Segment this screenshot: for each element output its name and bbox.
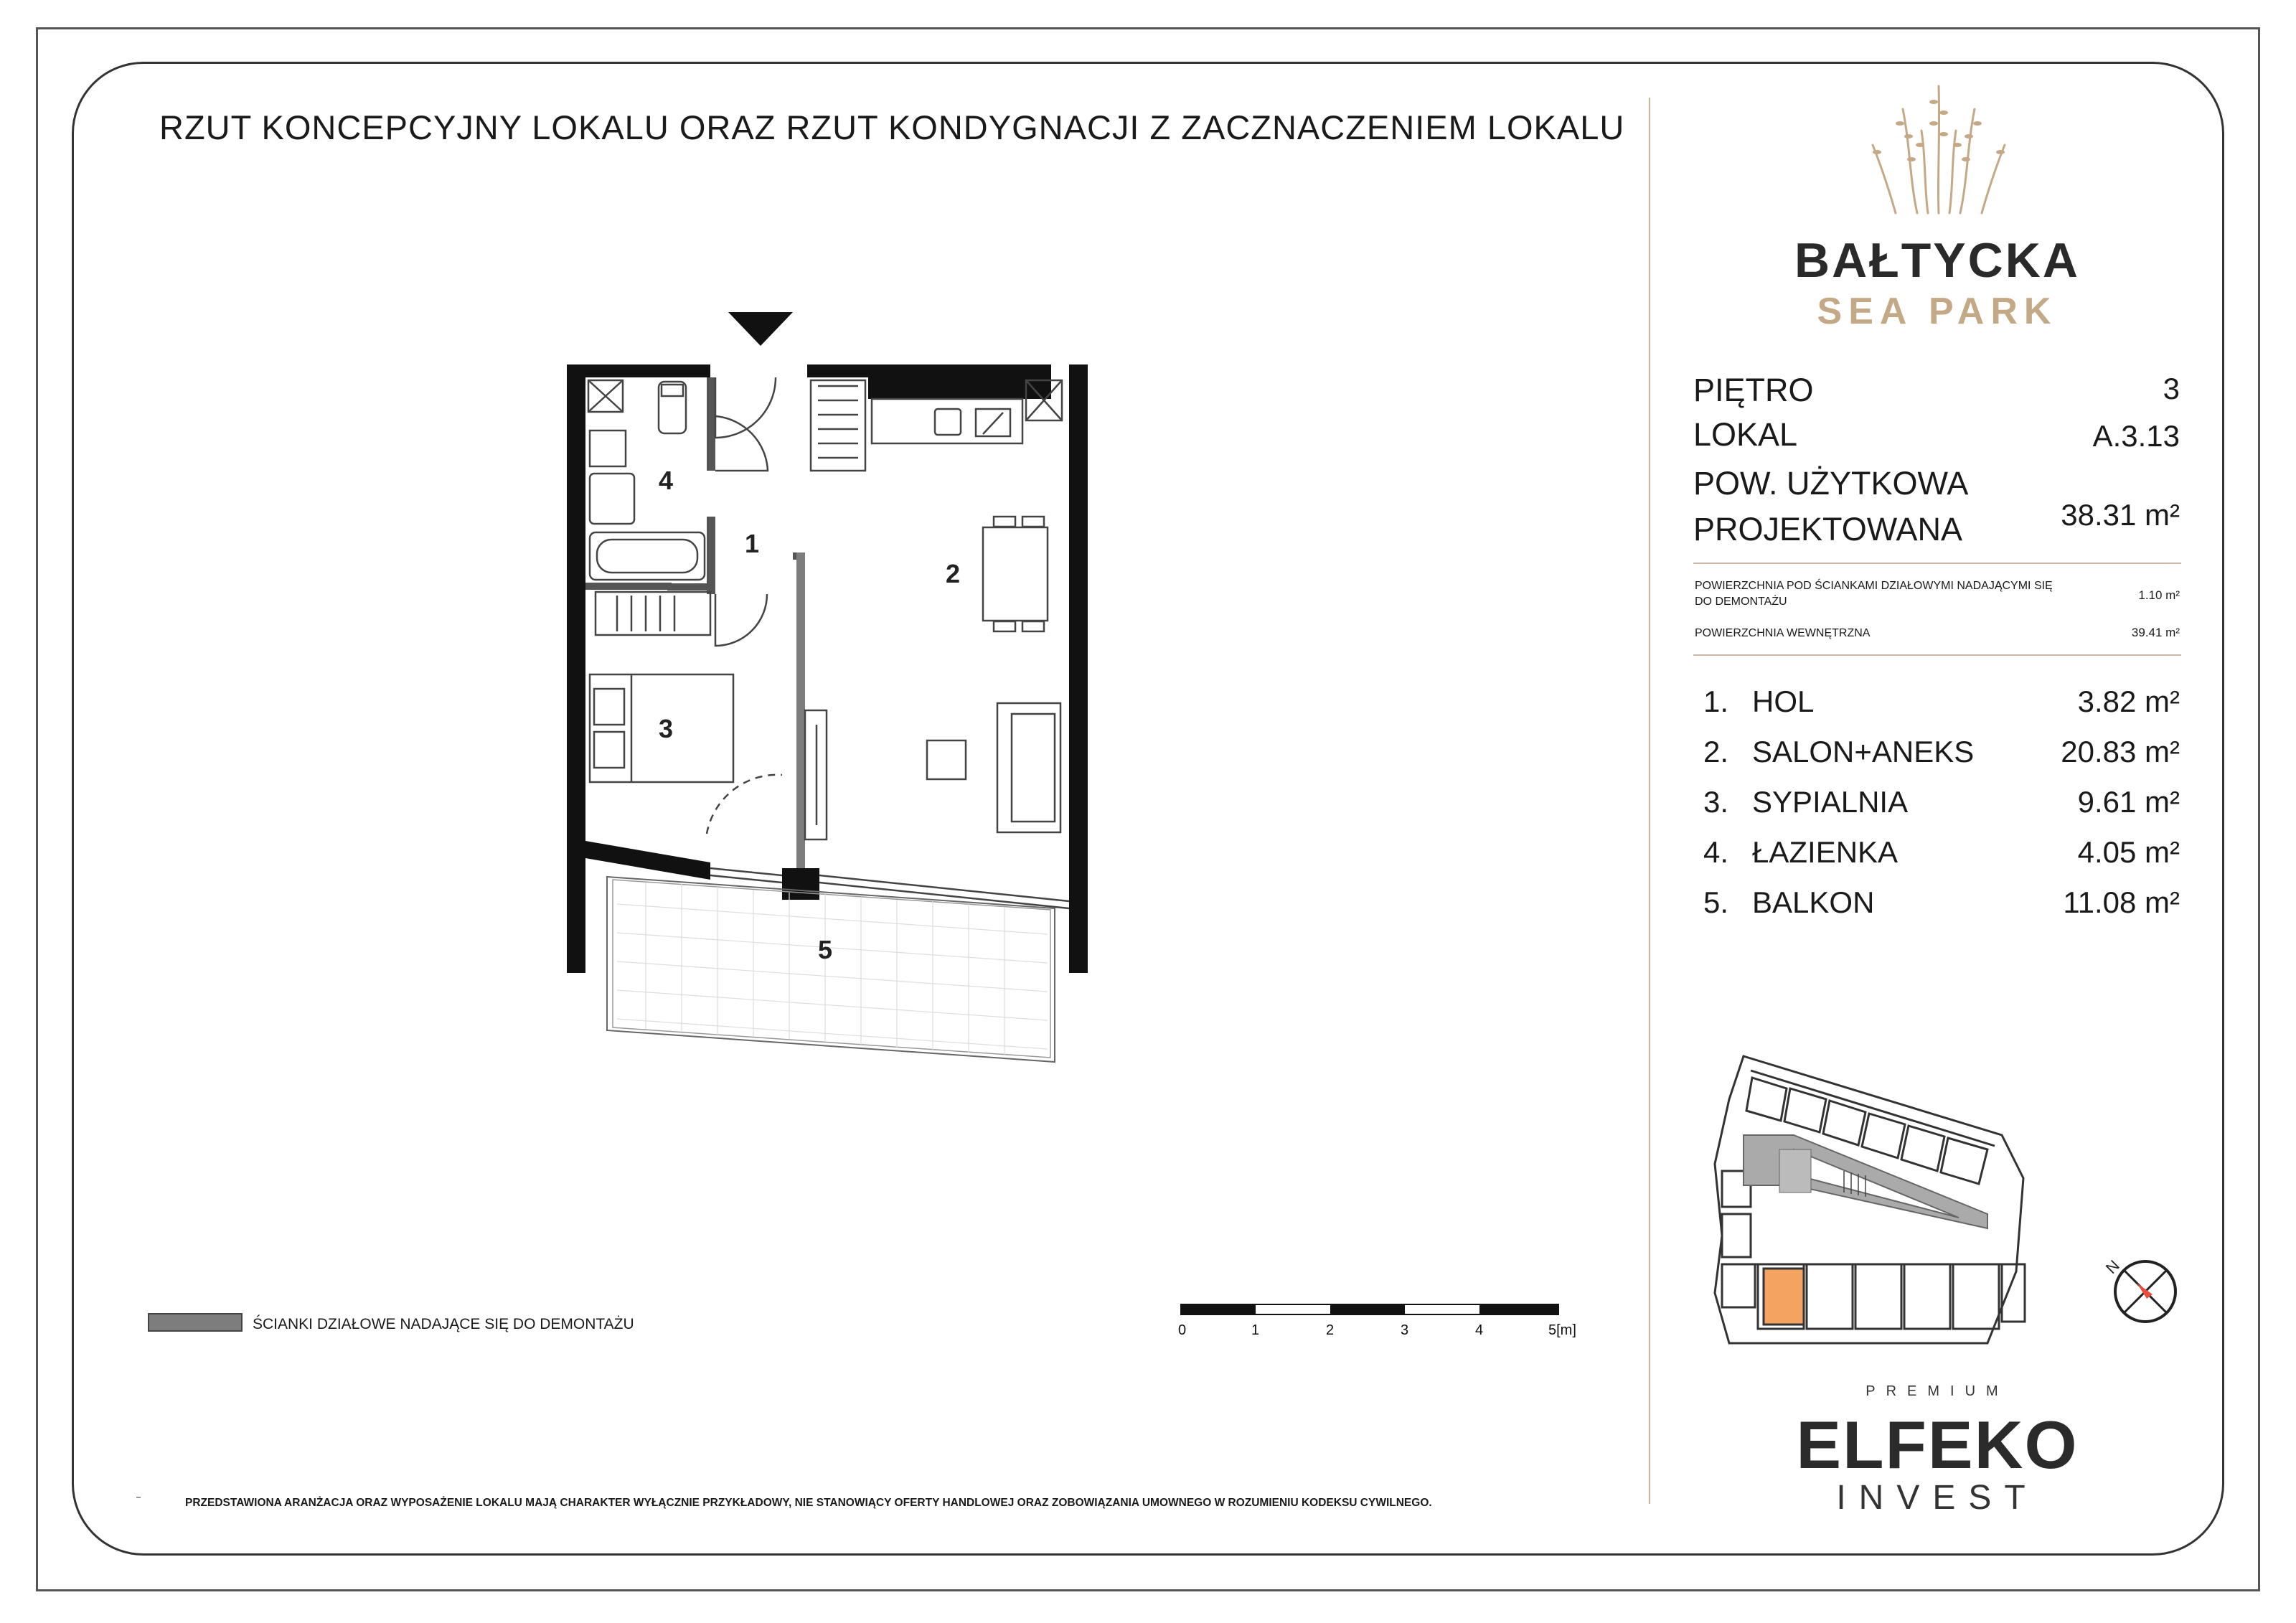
developer-premium: PREMIUM xyxy=(1866,1383,2009,1399)
partition-bathroom-bottom xyxy=(585,583,672,590)
room-label-1: 1 xyxy=(745,529,760,558)
floor-label: PIĘTRO xyxy=(1693,372,1814,408)
unit-label: LOKAL xyxy=(1693,416,1798,453)
partition-bathroom-right xyxy=(707,377,715,471)
compass-north: N xyxy=(2102,1256,2123,1278)
balcony-wall-right xyxy=(1069,908,1088,973)
bedroom-door-arc xyxy=(707,775,782,834)
internal-area-label: POWIERZCHNIA WEWNĘTRZNA xyxy=(1695,627,1871,639)
scale-tick-1: 1 xyxy=(1251,1322,1260,1338)
brand-name: BAŁTYCKA xyxy=(1794,233,2080,288)
floor-value: 3 xyxy=(2163,372,2180,405)
dining-table xyxy=(983,527,1048,621)
removable-area-value: 1.10 m² xyxy=(2138,588,2180,602)
corner-mark xyxy=(136,1497,141,1498)
room-area: 9.61 m² xyxy=(2077,785,2180,819)
grass-logo-icon xyxy=(1860,80,2018,217)
area-label-2: PROJEKTOWANA xyxy=(1693,511,1963,547)
scale-tick-5: 5[m] xyxy=(1548,1322,1576,1338)
room-area: 11.08 m² xyxy=(2063,885,2180,919)
balcony-wall-left xyxy=(567,877,585,973)
floor-plan xyxy=(552,301,1098,1098)
developer-name: ELFEKO xyxy=(1796,1407,2079,1482)
sofa xyxy=(997,703,1060,832)
legend-swatch xyxy=(148,1313,243,1332)
toilet xyxy=(659,382,686,433)
room-number: 3. xyxy=(1703,785,1729,819)
scale-tick-0: 0 xyxy=(1178,1322,1187,1338)
wall-kitchen-top xyxy=(868,377,1051,399)
highlighted-unit xyxy=(1764,1269,1804,1325)
scale-bar xyxy=(1170,1302,1600,1342)
washing-machine xyxy=(590,431,626,466)
panel-divider xyxy=(1649,98,1650,1504)
compass-icon xyxy=(2095,1241,2188,1335)
separator-1 xyxy=(1693,563,2181,564)
wall-pillar xyxy=(782,868,819,900)
wall-right xyxy=(1069,364,1088,973)
room-area: 4.05 m² xyxy=(2077,835,2180,869)
room-number: 2. xyxy=(1703,735,1729,768)
unit-value: A.3.13 xyxy=(2092,419,2180,453)
removable-area-label: POWIERZCHNIA POD ŚCIANKAMI DZIAŁOWYMI NADAJĄCYMI SIĘ DO DEMONTAŻU xyxy=(1695,580,2053,608)
area-value: 38.31 m² xyxy=(2061,498,2180,532)
room-number: 5. xyxy=(1703,885,1729,919)
internal-area-value: 39.41 m² xyxy=(2131,626,2180,639)
room-name: HOL xyxy=(1752,685,1815,718)
disclaimer: PRZEDSTAWIONA ARANŻACJA ORAZ WYPOSAŻENIE LOKALU MAJĄ CHARAKTER WYŁĄCZNIE PRZYKŁADOWY, NIE STANOWIĄCY OFERTY HANDLOWEJ ORAZ ZOBOWIĄZANIA UMOWNEGO W ROZUMIENIU KODEKSU CYWILNEGO. xyxy=(185,1497,1432,1509)
legend-text: ŚCIANKI DZIAŁOWE NADAJĄCE SIĘ DO DEMONTAŻU xyxy=(253,1316,634,1332)
wall-bottom-left xyxy=(585,841,710,880)
room-name: SALON+ANEKS xyxy=(1752,735,1975,768)
hall-door-arc xyxy=(715,594,767,646)
room-area: 20.83 m² xyxy=(2061,735,2180,768)
removable-wall xyxy=(796,552,805,868)
partition-hall-left xyxy=(707,517,715,594)
room-area: 3.82 m² xyxy=(2077,685,2180,718)
room-name: SYPIALNIA xyxy=(1752,785,1909,819)
separator-2 xyxy=(1693,654,2181,656)
room-number: 4. xyxy=(1703,835,1729,869)
entrance-arrow-icon xyxy=(728,312,793,346)
room-label-3: 3 xyxy=(659,714,674,743)
room-name: ŁAZIENKA xyxy=(1752,835,1899,869)
room-number: 1. xyxy=(1703,685,1729,718)
entrance-door-arc xyxy=(715,377,776,438)
scale-tick-4: 4 xyxy=(1475,1322,1484,1338)
developer-invest: INVEST xyxy=(1836,1479,2038,1517)
scale-tick-2: 2 xyxy=(1326,1322,1335,1338)
bathroom-door-arc xyxy=(715,416,768,471)
partition-bedroom-hall xyxy=(667,583,710,591)
wall-top-left xyxy=(567,364,710,377)
wall-top-right xyxy=(807,364,1051,377)
room-name: BALKON xyxy=(1752,885,1875,919)
page-title: RZUT KONCEPCYJNY LOKALU ORAZ RZUT KONDYGNACJI Z ZACZNACZENIEM LOKALU xyxy=(159,108,1625,146)
room-label-5: 5 xyxy=(818,935,833,964)
bedroom-wardrobe xyxy=(596,592,710,635)
brand-subname: SEA PARK xyxy=(1817,291,2058,332)
building-site-plan xyxy=(1700,1049,2088,1350)
washbasin xyxy=(590,474,634,524)
room-label-4: 4 xyxy=(659,466,674,495)
room-label-2: 2 xyxy=(946,559,961,588)
kitchen-sink xyxy=(935,409,961,435)
scale-tick-3: 3 xyxy=(1401,1322,1409,1338)
area-label-1: POW. UŻYTKOWA xyxy=(1693,465,1969,502)
coffee-table xyxy=(927,740,966,779)
